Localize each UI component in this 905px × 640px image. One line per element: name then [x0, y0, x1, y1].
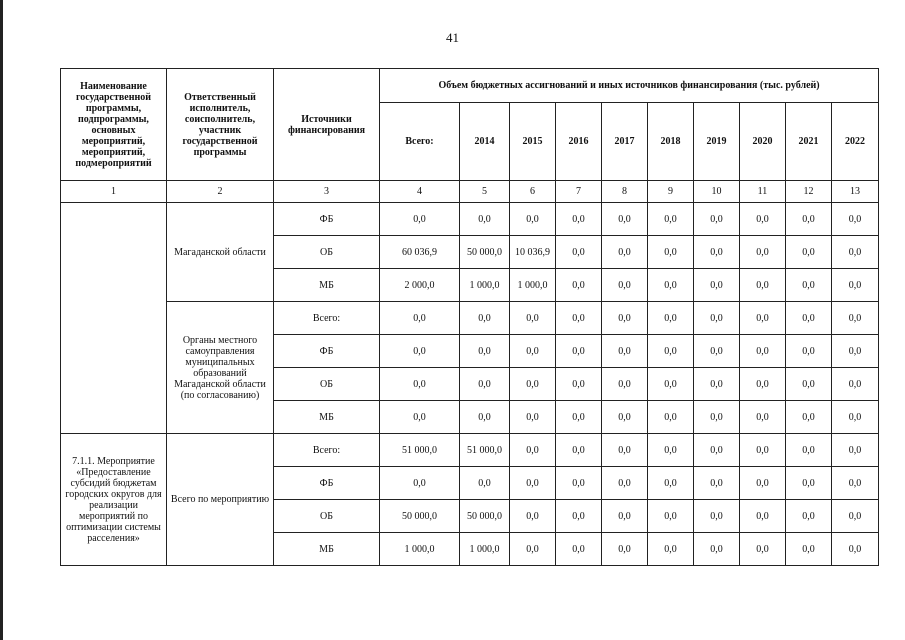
value-cell: 0,0: [510, 533, 556, 566]
value-cell: 0,0: [380, 302, 460, 335]
header-year: 2015: [510, 103, 556, 181]
header-year: 2022: [832, 103, 879, 181]
value-cell: 0,0: [510, 203, 556, 236]
source-cell: Всего:: [274, 434, 380, 467]
value-cell: 0,0: [556, 302, 602, 335]
value-cell: 0,0: [648, 335, 694, 368]
source-cell: ФБ: [274, 467, 380, 500]
value-cell: 0,0: [556, 203, 602, 236]
value-cell: 0,0: [510, 467, 556, 500]
column-number: 12: [786, 181, 832, 203]
value-cell: 0,0: [380, 368, 460, 401]
header-year: 2019: [694, 103, 740, 181]
value-cell: 0,0: [556, 335, 602, 368]
value-cell: 0,0: [380, 203, 460, 236]
value-cell: 0,0: [602, 533, 648, 566]
value-cell: 0,0: [556, 401, 602, 434]
value-cell: 0,0: [740, 500, 786, 533]
value-cell: 0,0: [786, 368, 832, 401]
value-cell: 0,0: [786, 500, 832, 533]
value-cell: 60 036,9: [380, 236, 460, 269]
value-cell: 0,0: [694, 368, 740, 401]
value-cell: 0,0: [648, 467, 694, 500]
value-cell: 0,0: [832, 401, 879, 434]
header-year: 2018: [648, 103, 694, 181]
value-cell: 0,0: [460, 302, 510, 335]
column-number: 1: [61, 181, 167, 203]
value-cell: 0,0: [740, 302, 786, 335]
column-number: 7: [556, 181, 602, 203]
column-number: 8: [602, 181, 648, 203]
table-row: [61, 434, 879, 467]
column-number: 2: [167, 181, 274, 203]
source-cell: ОБ: [274, 236, 380, 269]
column-number: 5: [460, 181, 510, 203]
value-cell: 0,0: [602, 335, 648, 368]
header-year: Всего:: [380, 103, 460, 181]
value-cell: 0,0: [740, 203, 786, 236]
value-cell: 0,0: [602, 500, 648, 533]
value-cell: 0,0: [832, 236, 879, 269]
column-number-row: [61, 181, 879, 203]
value-cell: 0,0: [602, 434, 648, 467]
value-cell: 0,0: [460, 401, 510, 434]
value-cell: 0,0: [832, 335, 879, 368]
value-cell: 0,0: [556, 434, 602, 467]
value-cell: 0,0: [832, 434, 879, 467]
program-cell: [61, 203, 167, 434]
value-cell: 0,0: [786, 467, 832, 500]
value-cell: 0,0: [648, 401, 694, 434]
value-cell: 51 000,0: [460, 434, 510, 467]
value-cell: 0,0: [648, 302, 694, 335]
value-cell: 0,0: [602, 401, 648, 434]
value-cell: 0,0: [694, 467, 740, 500]
value-cell: 0,0: [786, 401, 832, 434]
value-cell: 0,0: [556, 236, 602, 269]
value-cell: 51 000,0: [380, 434, 460, 467]
value-cell: 0,0: [380, 467, 460, 500]
header-sources: Источники финансирования: [274, 69, 380, 181]
value-cell: 0,0: [832, 500, 879, 533]
value-cell: 0,0: [510, 434, 556, 467]
value-cell: 0,0: [786, 533, 832, 566]
value-cell: 1 000,0: [460, 533, 510, 566]
column-number: 6: [510, 181, 556, 203]
value-cell: 50 000,0: [460, 500, 510, 533]
column-number: 13: [832, 181, 879, 203]
value-cell: 0,0: [786, 302, 832, 335]
header-year: 2020: [740, 103, 786, 181]
source-cell: МБ: [274, 269, 380, 302]
header-year: 2014: [460, 103, 510, 181]
value-cell: 0,0: [832, 533, 879, 566]
header-year: 2016: [556, 103, 602, 181]
value-cell: 0,0: [380, 401, 460, 434]
source-cell: ОБ: [274, 368, 380, 401]
value-cell: 2 000,0: [380, 269, 460, 302]
value-cell: 0,0: [556, 368, 602, 401]
value-cell: 50 000,0: [380, 500, 460, 533]
value-cell: 0,0: [602, 467, 648, 500]
source-cell: ФБ: [274, 203, 380, 236]
source-cell: МБ: [274, 533, 380, 566]
value-cell: 0,0: [740, 368, 786, 401]
header-budget-group: Объем бюджетных ассигнований и иных источников финансирования (тыс. рублей): [380, 69, 879, 103]
source-cell: Всего:: [274, 302, 380, 335]
value-cell: 0,0: [832, 269, 879, 302]
executor-cell: Магаданской области: [167, 203, 274, 302]
value-cell: 0,0: [380, 335, 460, 368]
value-cell: 0,0: [602, 269, 648, 302]
value-cell: 0,0: [694, 236, 740, 269]
budget-table: [60, 68, 879, 566]
value-cell: 0,0: [648, 269, 694, 302]
value-cell: 0,0: [648, 533, 694, 566]
value-cell: 0,0: [740, 335, 786, 368]
value-cell: 0,0: [510, 335, 556, 368]
value-cell: 0,0: [832, 302, 879, 335]
value-cell: 0,0: [602, 236, 648, 269]
value-cell: 0,0: [694, 302, 740, 335]
column-number: 11: [740, 181, 786, 203]
value-cell: 1 000,0: [380, 533, 460, 566]
value-cell: 0,0: [694, 401, 740, 434]
value-cell: 10 036,9: [510, 236, 556, 269]
value-cell: 0,0: [556, 500, 602, 533]
header-year: 2021: [786, 103, 832, 181]
value-cell: 0,0: [694, 335, 740, 368]
value-cell: 0,0: [460, 203, 510, 236]
column-number: 3: [274, 181, 380, 203]
value-cell: 0,0: [460, 368, 510, 401]
value-cell: 0,0: [460, 335, 510, 368]
header-executor: Ответственный исполнитель, соисполнитель, участник государственной программы: [167, 69, 274, 181]
column-number: 10: [694, 181, 740, 203]
value-cell: 0,0: [602, 203, 648, 236]
value-cell: 1 000,0: [460, 269, 510, 302]
value-cell: 0,0: [510, 368, 556, 401]
value-cell: 0,0: [694, 434, 740, 467]
value-cell: 1 000,0: [510, 269, 556, 302]
source-cell: ОБ: [274, 500, 380, 533]
value-cell: 0,0: [556, 467, 602, 500]
value-cell: 0,0: [510, 401, 556, 434]
executor-cell: Органы местного самоуправления муниципальных образований Магаданской области (по согласованию): [167, 302, 274, 434]
value-cell: 0,0: [556, 533, 602, 566]
executor-cell: Всего по мероприятию: [167, 434, 274, 566]
value-cell: 0,0: [786, 236, 832, 269]
value-cell: 0,0: [740, 236, 786, 269]
value-cell: 0,0: [510, 302, 556, 335]
table-row: [61, 203, 879, 236]
value-cell: 0,0: [648, 368, 694, 401]
value-cell: 0,0: [786, 335, 832, 368]
value-cell: 0,0: [740, 269, 786, 302]
value-cell: 0,0: [786, 203, 832, 236]
value-cell: 0,0: [694, 500, 740, 533]
program-cell: 7.1.1. Мероприятие «Предоставление субсидий бюджетам городских округов для реализации мероприятий по оптимизации системы расселения»: [61, 434, 167, 566]
value-cell: 0,0: [556, 269, 602, 302]
value-cell: 0,0: [460, 467, 510, 500]
column-number: 9: [648, 181, 694, 203]
value-cell: 0,0: [740, 533, 786, 566]
value-cell: 0,0: [648, 236, 694, 269]
value-cell: 0,0: [602, 302, 648, 335]
value-cell: 0,0: [648, 434, 694, 467]
value-cell: 0,0: [786, 269, 832, 302]
value-cell: 0,0: [740, 467, 786, 500]
value-cell: 0,0: [832, 467, 879, 500]
header-program: Наименование государственной программы, подпрограммы, основных мероприятий, мероприятий, подмероприятий: [61, 69, 167, 181]
value-cell: 0,0: [786, 434, 832, 467]
source-cell: ФБ: [274, 335, 380, 368]
value-cell: 0,0: [510, 500, 556, 533]
page-left-edge: [0, 0, 3, 640]
value-cell: 0,0: [740, 401, 786, 434]
value-cell: 0,0: [832, 203, 879, 236]
value-cell: 0,0: [648, 203, 694, 236]
value-cell: 0,0: [740, 434, 786, 467]
value-cell: 0,0: [648, 500, 694, 533]
table-row: [61, 302, 879, 335]
source-cell: МБ: [274, 401, 380, 434]
page-number: 41: [446, 30, 459, 45]
value-cell: 0,0: [832, 368, 879, 401]
value-cell: 0,0: [694, 269, 740, 302]
value-cell: 0,0: [694, 533, 740, 566]
header-year: 2017: [602, 103, 648, 181]
value-cell: 0,0: [602, 368, 648, 401]
value-cell: 0,0: [694, 203, 740, 236]
column-number: 4: [380, 181, 460, 203]
value-cell: 50 000,0: [460, 236, 510, 269]
